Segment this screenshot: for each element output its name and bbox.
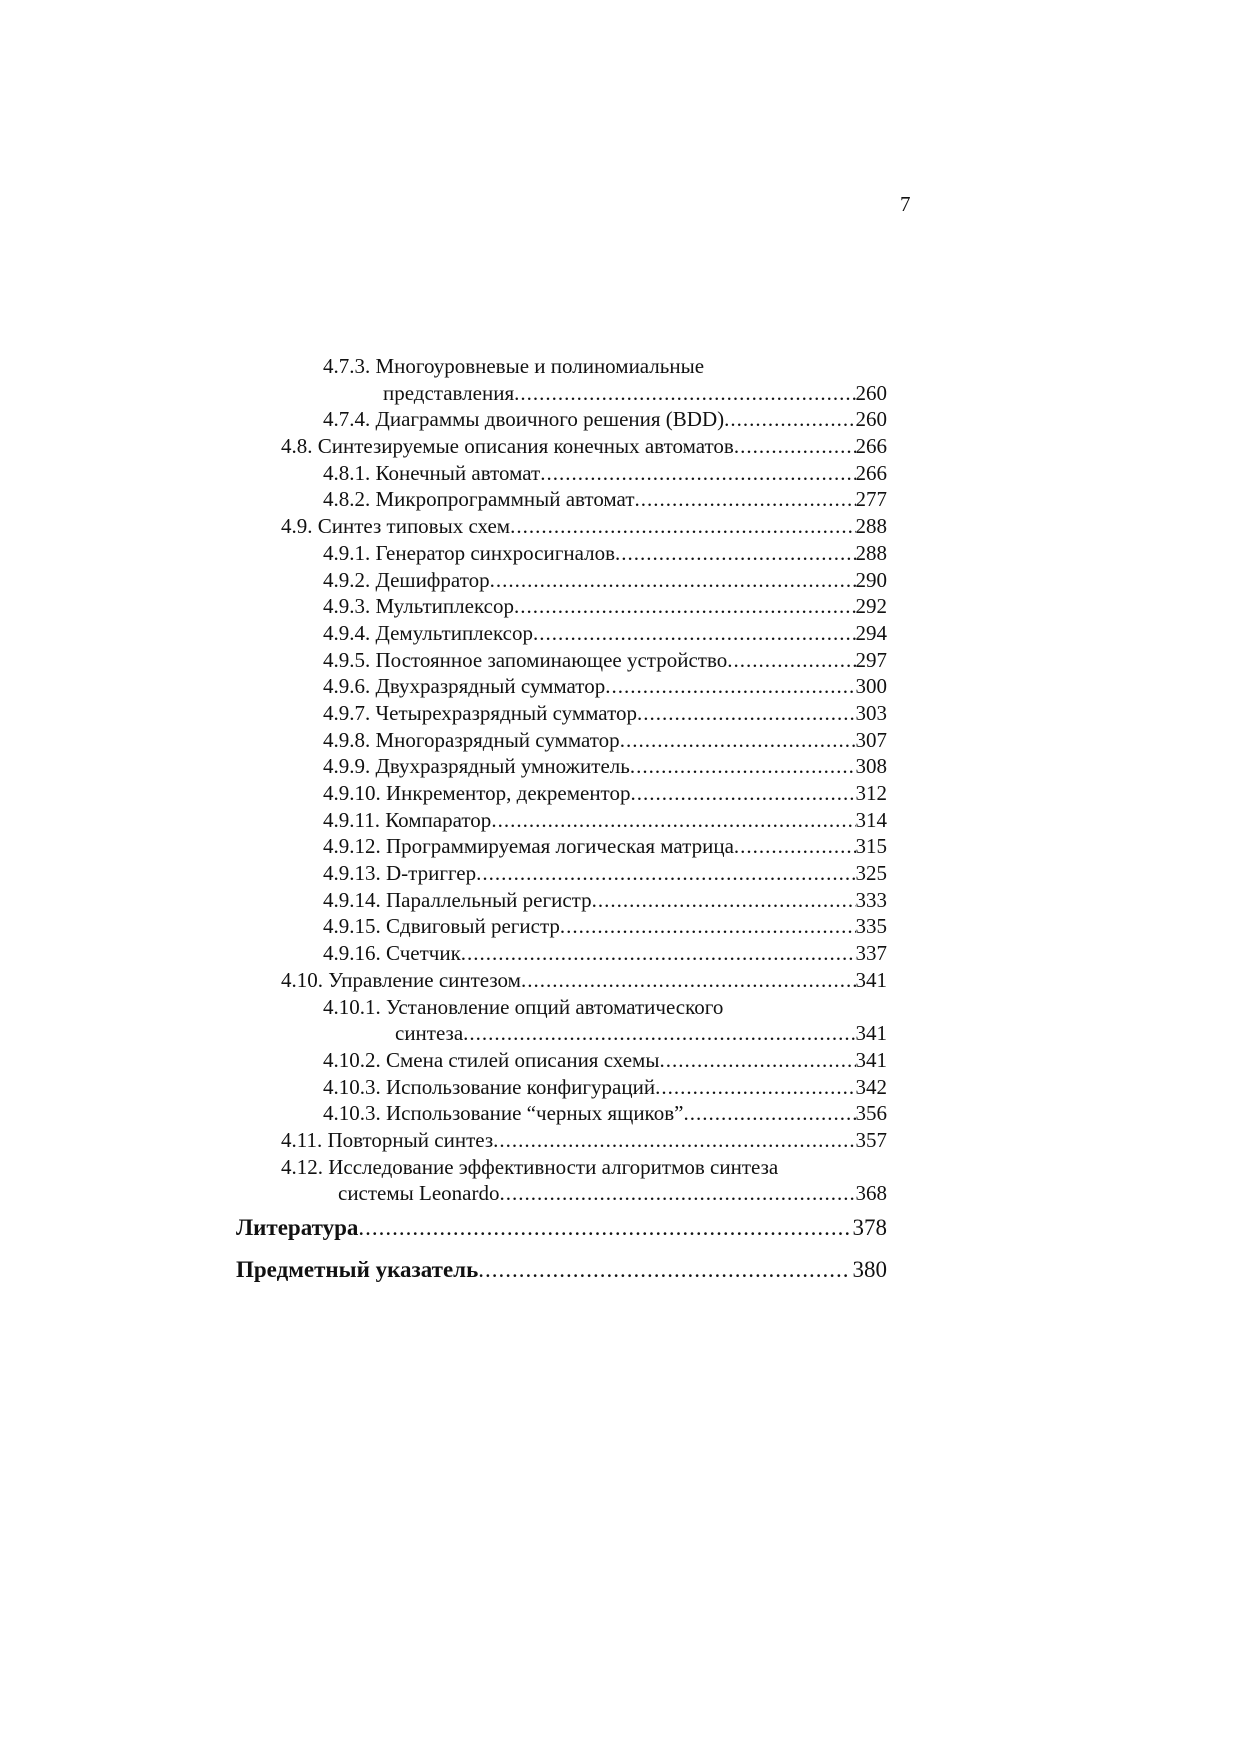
toc-entry bbox=[0, 887, 1240, 914]
toc-entry bbox=[0, 1047, 1240, 1074]
toc-page-number: 290 bbox=[855, 567, 887, 592]
toc-page-number: 300 bbox=[855, 674, 887, 699]
toc-leader-dots bbox=[605, 673, 855, 700]
toc-page-number: 288 bbox=[855, 514, 887, 539]
toc-entry bbox=[0, 567, 1240, 594]
toc-entry-title: 4.9.11. Компаратор bbox=[323, 807, 492, 832]
toc-page-number: 308 bbox=[855, 754, 887, 779]
toc-leader-dots bbox=[478, 1249, 848, 1291]
toc-page-number: 325 bbox=[855, 861, 887, 886]
toc-entry-title: 4.9.13. D-триггер bbox=[323, 861, 477, 886]
toc-entry-title: 4.9. Синтез типовых схем bbox=[281, 514, 511, 539]
toc-entry-title: 4.9.5. Постоянное запоминающее устройство bbox=[323, 647, 728, 672]
toc-entry bbox=[0, 994, 1240, 1021]
toc-page-number: 266 bbox=[855, 460, 887, 485]
toc-leader-dots bbox=[514, 380, 855, 407]
toc-leader-dots bbox=[630, 753, 856, 780]
toc-entry bbox=[0, 1207, 1240, 1249]
toc-page-number: 368 bbox=[855, 1181, 887, 1206]
toc-leader-dots bbox=[734, 433, 856, 460]
toc-page-number: 312 bbox=[855, 781, 887, 805]
toc-leader-dots bbox=[637, 700, 856, 727]
toc-entry-title: 4.9.15. Сдвиговый регистр bbox=[323, 914, 560, 939]
toc-leader-dots bbox=[635, 486, 856, 513]
toc-page-number: 314 bbox=[855, 807, 887, 832]
toc-leader-dots bbox=[630, 780, 855, 807]
toc-page-number: 341 bbox=[855, 1021, 887, 1046]
toc-entry-title: 4.10. Управление синтезом bbox=[281, 967, 521, 992]
toc-entry bbox=[0, 620, 1240, 647]
toc-page-number: 378 bbox=[852, 1215, 887, 1240]
toc-entry-title: 4.9.4. Демультиплексор bbox=[323, 620, 533, 645]
toc-entry-title: 4.9.6. Двухразрядный сумматор bbox=[323, 674, 606, 699]
toc-entry-title: 4.10.1. Установление опций автоматического bbox=[323, 994, 724, 1019]
toc-leader-dots bbox=[659, 1047, 855, 1074]
toc-entry bbox=[0, 753, 1240, 780]
toc-entry bbox=[0, 1074, 1240, 1101]
toc-entry bbox=[0, 353, 1240, 380]
toc-entry bbox=[0, 540, 1240, 567]
toc-leader-dots bbox=[727, 647, 855, 674]
toc-page-number: 260 bbox=[855, 407, 887, 432]
toc-leader-dots bbox=[490, 567, 856, 594]
toc-entry-title: 4.10.2. Смена стилей описания схемы bbox=[323, 1047, 660, 1072]
toc-entry-title: 4.10.3. Использование конфигураций bbox=[323, 1074, 656, 1099]
toc-page-number: 341 bbox=[855, 1047, 887, 1072]
toc-entry bbox=[0, 486, 1240, 513]
toc-page-number: 341 bbox=[855, 967, 887, 992]
toc-leader-dots bbox=[514, 593, 856, 620]
toc-page-number: 357 bbox=[855, 1127, 887, 1152]
toc-entry bbox=[0, 807, 1240, 834]
toc-entry bbox=[0, 647, 1240, 674]
toc-leader-dots bbox=[461, 940, 856, 967]
toc-entry-title: 4.9.10. Инкрементор, декрементор bbox=[323, 781, 631, 805]
toc-entry bbox=[0, 780, 1240, 807]
toc-leader-dots bbox=[560, 913, 856, 940]
toc-entry-title: 4.9.2. Дешифратор bbox=[323, 567, 490, 592]
toc-entry bbox=[0, 860, 1240, 887]
toc-entry bbox=[0, 406, 1240, 433]
toc-entry-title: 4.11. Повторный синтез bbox=[281, 1127, 494, 1152]
toc-leader-dots bbox=[734, 833, 856, 860]
toc-page-number: 294 bbox=[855, 620, 887, 645]
toc-leader-dots bbox=[521, 967, 856, 994]
toc-leader-dots bbox=[620, 727, 856, 754]
toc-entry bbox=[0, 940, 1240, 967]
toc-entry-title: 4.8. Синтезируемые описания конечных автоматов bbox=[281, 434, 734, 459]
toc-page-number: 333 bbox=[855, 887, 887, 912]
toc-entry-title: 4.10.3. Использование “черных ящиков” bbox=[323, 1101, 684, 1126]
toc-page-number: 266 bbox=[855, 434, 887, 459]
toc-leader-dots bbox=[463, 1020, 855, 1047]
toc-leader-dots bbox=[358, 1207, 848, 1249]
toc-entry-title: 4.9.8. Многоразрядный сумматор bbox=[323, 727, 620, 752]
toc-leader-dots bbox=[615, 540, 856, 567]
toc-entry-title: системы Leonardo bbox=[338, 1181, 500, 1206]
toc-entry bbox=[0, 513, 1240, 540]
toc-entry bbox=[0, 913, 1240, 940]
page-number: 7 bbox=[900, 192, 911, 216]
toc-page-number: 380 bbox=[852, 1257, 887, 1282]
toc-page-number: 342 bbox=[855, 1074, 887, 1099]
toc-entry bbox=[0, 1020, 1240, 1047]
toc-entry bbox=[0, 967, 1240, 994]
toc-entry bbox=[0, 700, 1240, 727]
toc-page-number: 297 bbox=[855, 647, 887, 672]
toc-entry bbox=[0, 1154, 1240, 1181]
toc-entry bbox=[0, 833, 1240, 860]
toc-page-number: 303 bbox=[855, 700, 887, 725]
toc-page-number: 356 bbox=[855, 1101, 887, 1126]
toc-leader-dots bbox=[491, 807, 855, 834]
toc-entry-title: представления bbox=[383, 380, 515, 405]
toc-entry-title: Литература bbox=[236, 1215, 359, 1240]
toc-page-number: 315 bbox=[855, 834, 887, 859]
toc-entry-title: 4.12. Исследование эффективности алгоритмов синтеза bbox=[281, 1154, 779, 1179]
toc-page-number: 288 bbox=[855, 540, 887, 565]
toc-entry bbox=[0, 727, 1240, 754]
toc-entry-title: 4.9.7. Четырехразрядный сумматор bbox=[323, 700, 637, 725]
toc-entry-title: 4.9.1. Генератор синхросигналов bbox=[323, 540, 615, 565]
toc-leader-dots bbox=[493, 1127, 855, 1154]
toc-entry bbox=[0, 460, 1240, 487]
toc-leader-dots bbox=[500, 1180, 856, 1207]
toc-entry-title: 4.9.12. Программируемая логическая матрица bbox=[323, 834, 734, 859]
toc-leader-dots bbox=[592, 887, 856, 914]
toc-page-number: 277 bbox=[855, 487, 887, 512]
toc-entry-title: 4.9.3. Мультиплексор bbox=[323, 594, 514, 619]
toc-entry-title: 4.7.4. Диаграммы двоичного решения (BDD) bbox=[323, 407, 725, 432]
toc-entry-title: 4.9.14. Параллельный регистр bbox=[323, 887, 592, 912]
toc-page-number: 260 bbox=[855, 380, 887, 405]
toc-page-number: 337 bbox=[855, 941, 887, 966]
table-of-contents bbox=[0, 353, 1240, 1291]
toc-entry bbox=[0, 1180, 1240, 1207]
toc-entry-title: 4.8.2. Микропрограммный автомат bbox=[323, 487, 635, 512]
toc-leader-dots bbox=[533, 620, 856, 647]
toc-page-number: 292 bbox=[855, 594, 887, 619]
toc-entry-title: Предметный указатель bbox=[236, 1257, 479, 1282]
toc-page-number: 335 bbox=[855, 914, 887, 939]
toc-entry bbox=[0, 380, 1240, 407]
toc-entry-title: 4.9.16. Счетчик bbox=[323, 941, 461, 966]
toc-entry-title: 4.7.3. Многоуровневые и полиномиальные bbox=[323, 354, 705, 378]
toc-entry bbox=[0, 1249, 1240, 1291]
toc-entry-title: 4.9.9. Двухразрядный умножитель bbox=[323, 754, 630, 779]
toc-leader-dots bbox=[476, 860, 855, 887]
toc-entry bbox=[0, 1127, 1240, 1154]
toc-leader-dots bbox=[683, 1100, 855, 1127]
toc-page-number: 307 bbox=[855, 727, 887, 752]
toc-entry-title: 4.8.1. Конечный автомат bbox=[323, 460, 541, 485]
toc-entry bbox=[0, 1100, 1240, 1127]
toc-entry-title: синтеза bbox=[395, 1021, 464, 1046]
toc-leader-dots bbox=[540, 460, 855, 487]
toc-leader-dots bbox=[655, 1074, 855, 1101]
toc-leader-dots bbox=[510, 513, 855, 540]
toc-leader-dots bbox=[724, 406, 855, 433]
toc-entry bbox=[0, 433, 1240, 460]
toc-entry bbox=[0, 673, 1240, 700]
toc-entry bbox=[0, 593, 1240, 620]
